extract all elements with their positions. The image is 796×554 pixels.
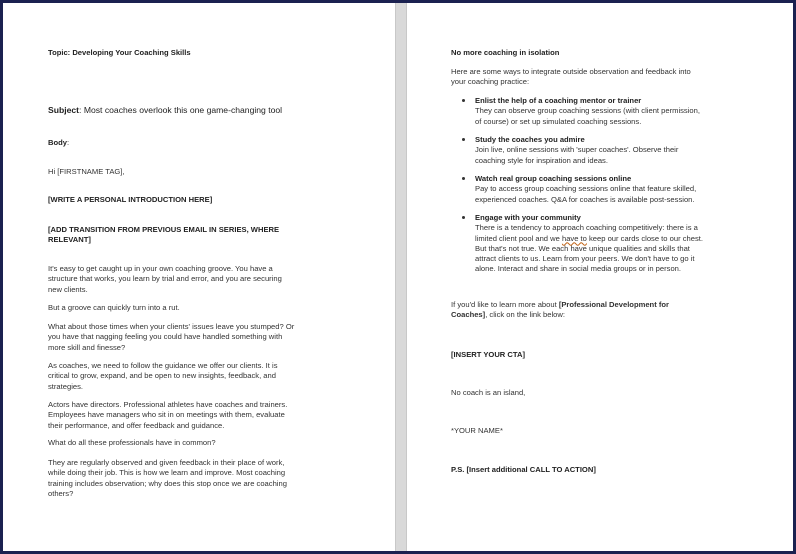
subject-label: Subject xyxy=(48,105,80,115)
section-heading: No more coaching in isolation xyxy=(451,48,560,57)
list-item xyxy=(475,135,678,166)
topic-line: Topic: Developing Your Coaching Skills xyxy=(48,48,191,57)
page-gutter xyxy=(395,3,407,551)
greeting: Hi [FIRSTNAME TAG], xyxy=(48,167,125,176)
bullet-icon xyxy=(462,177,465,180)
subject-text: Most coaches overlook this one game-changing tool xyxy=(81,105,283,115)
body-colon: : xyxy=(66,138,70,147)
list-item xyxy=(475,174,696,205)
paragraph-line: while doing their job. This is how we learn and improve. Most coaching xyxy=(48,468,286,478)
body-line xyxy=(48,138,69,148)
paragraph-line: What about those times when your clients' issues leave you stumped? Or xyxy=(48,322,295,331)
paragraph-line xyxy=(451,300,669,310)
list-item xyxy=(475,96,700,127)
list-item xyxy=(475,213,703,275)
paragraph xyxy=(48,400,287,431)
body-label: Body xyxy=(48,138,67,147)
cta-placeholder: [INSERT YOUR CTA] xyxy=(451,350,525,359)
subject-colon: : xyxy=(79,105,82,115)
list-item-title: Enlist the help of a coaching mentor or trainer xyxy=(475,96,642,105)
intro-placeholder: [WRITE A PERSONAL INTRODUCTION HERE] xyxy=(48,195,213,204)
paragraph xyxy=(48,458,287,499)
bullet-icon xyxy=(462,138,465,141)
list-item-text: coaching style for inspiration and ideas. xyxy=(475,155,608,165)
paragraph: What do all these professionals have in common? xyxy=(48,438,216,447)
list-item-text xyxy=(475,234,703,244)
postscript: P.S. [Insert additional CALL TO ACTION] xyxy=(451,465,596,474)
text-run: limited client pool and we xyxy=(475,233,562,243)
bullet-icon xyxy=(462,99,465,102)
list-item-text: of course) or set up simulated coaching sessions. xyxy=(475,116,642,126)
list-item-text: But that's not true. We each have unique qualities and skills that xyxy=(475,243,690,253)
bullet-icon xyxy=(462,216,465,219)
paragraph-line: new clients. xyxy=(48,284,88,294)
paragraph-line: training includes observation; why does this stop once we are coaching xyxy=(48,478,287,488)
intro-paragraph xyxy=(451,67,691,88)
list-item-text: There is a tendency to approach coaching competitively: there is a xyxy=(475,223,698,233)
list-item-title: Engage with your community xyxy=(475,213,581,222)
text-run: , click on the link below: xyxy=(485,310,565,320)
paragraph-line: They are regularly observed and given feedback in their place of work, xyxy=(48,458,285,467)
paragraph-line: As coaches, we need to follow the guidance we offer our clients. It is xyxy=(48,361,278,370)
paragraph-line: structure that works, you learn by trial and error, and you are securing xyxy=(48,274,282,284)
list-item-text: Join live, online sessions with 'super coaches'. Observe their xyxy=(475,145,679,155)
text-run: If you'd like to learn more about xyxy=(451,300,559,309)
closing-line: No coach is an island, xyxy=(451,388,526,397)
transition-line: [ADD TRANSITION FROM PREVIOUS EMAIL IN SERIES, WHERE xyxy=(48,225,280,234)
subject-line xyxy=(48,105,282,116)
paragraph-line: It's easy to get caught up in your own coaching groove. You have a xyxy=(48,264,273,273)
paragraph-line: Actors have directors. Professional athletes have coaches and trainers. xyxy=(48,400,288,409)
right-page xyxy=(407,3,793,551)
cta-paragraph xyxy=(451,300,669,321)
paragraph-line: Employees have managers who sit in on meetings with them, evaluate xyxy=(48,410,285,420)
paragraph-line xyxy=(451,310,669,320)
signature-placeholder: *YOUR NAME* xyxy=(451,426,503,435)
paragraph-line: Here are some ways to integrate outside observation and feedback into xyxy=(451,67,691,76)
document-window xyxy=(3,3,793,551)
paragraph xyxy=(48,361,278,392)
paragraph-line: your coaching practice: xyxy=(451,77,530,87)
list-item-text: experienced coaches. Q&A for coaches is available post-session. xyxy=(475,194,695,204)
paragraph-line: others? xyxy=(48,488,74,498)
list-item-title: Watch real group coaching sessions online xyxy=(475,174,632,183)
spellcheck-flagged-text[interactable]: have to xyxy=(561,233,587,243)
list-item-text: alone. Interact and share in social media groups or in person. xyxy=(475,264,681,274)
paragraph xyxy=(48,322,294,353)
paragraph-line: more skill and finesse? xyxy=(48,342,126,352)
list-item-title: Study the coaches you admire xyxy=(475,135,585,144)
list-item-text: They can observe group coaching sessions (with client permission, xyxy=(475,106,700,116)
paragraph-line: you have that nagging feeling you could have handled something with xyxy=(48,332,283,342)
cta-topic-placeholder: [Professional Development for xyxy=(558,300,669,309)
text-run: keep our cards close to our chest. xyxy=(586,233,703,243)
paragraph-line: critical to grow, expand, and be open to new insights, feedback, and xyxy=(48,371,276,381)
transition-line: RELEVANT] xyxy=(48,235,91,245)
paragraph-line: strategies. xyxy=(48,381,84,391)
paragraph xyxy=(48,264,282,295)
list-item-text: Pay to access group coaching sessions online that feature skilled, xyxy=(475,184,697,194)
paragraph: But a groove can quickly turn into a rut. xyxy=(48,303,180,312)
left-page xyxy=(3,3,395,551)
paragraph-line: their performance, and offer feedback and guidance. xyxy=(48,420,225,430)
cta-topic-placeholder: Coaches] xyxy=(451,310,486,320)
transition-placeholder xyxy=(48,225,279,246)
list-item-text: attract clients to us. Learn from your peers. We don't have to go it xyxy=(475,254,695,264)
